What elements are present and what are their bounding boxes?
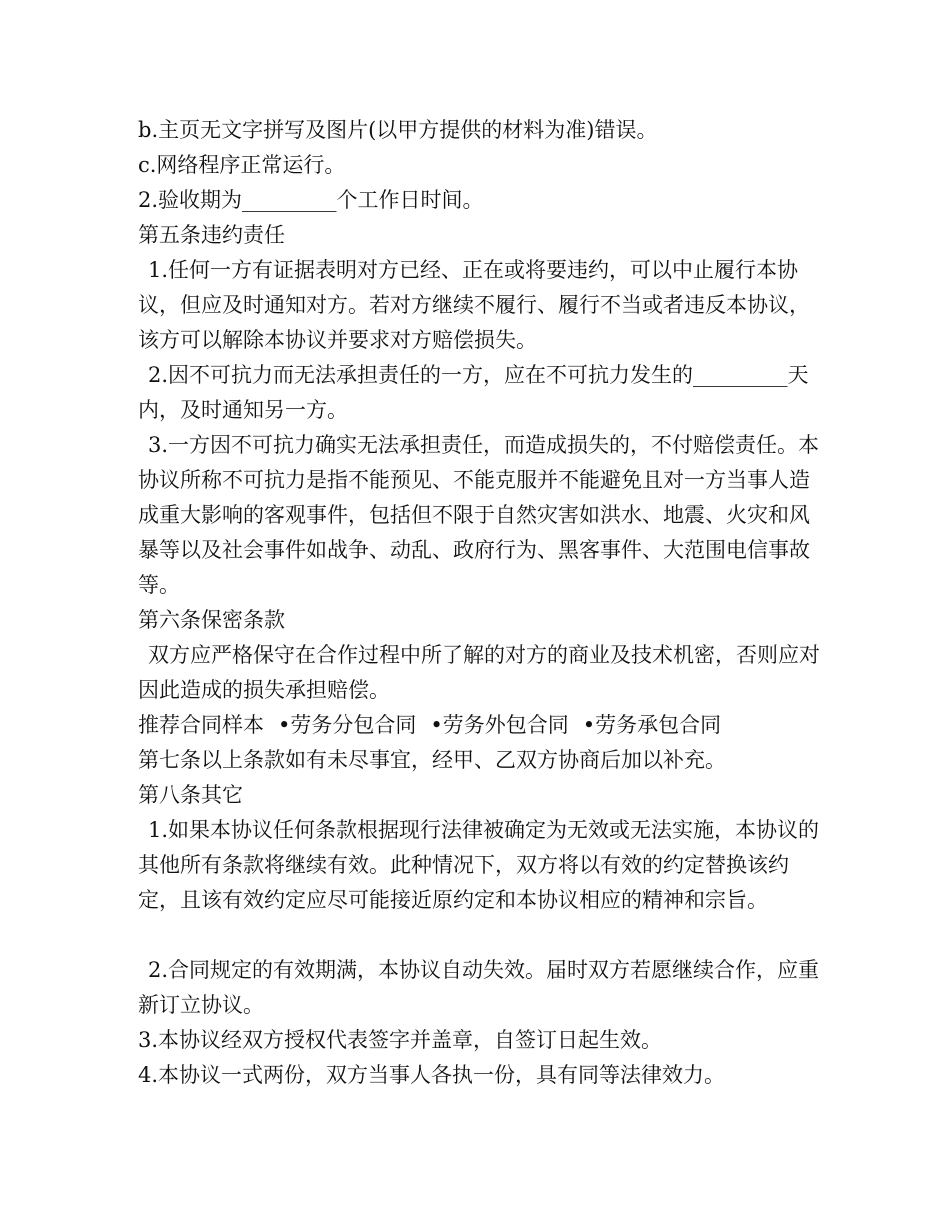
bullet-icon: • <box>430 713 443 737</box>
article-7: 第七条以上条款如有未尽事宜，经甲、乙双方协商后加以补充。 <box>138 748 726 772</box>
article-6-title: 第六条保密条款 <box>138 608 285 632</box>
recommended-templates <box>138 708 828 743</box>
article-8-clause-2: 2.合同规定的有效期满，本协议自动失效。届时双方若愿继续合作，应重新订立协议。 <box>138 958 820 1017</box>
clause-c: c.网络程序正常运行。 <box>138 153 346 177</box>
recommend-link-2[interactable]: 劳务外包合同 <box>442 713 569 737</box>
bullet-icon: • <box>278 713 291 737</box>
article-5-clause-2: 2.因不可抗力而无法承担责任的一方，应在不可抗力发生的_________天内，及时通知另一方。 <box>138 363 809 422</box>
article-8-clause-1: 1.如果本协议任何条款根据现行法律被确定为无效或无法实施，本协议的其他所有条款将继续有效。此种情况下，双方将以有效的约定替换该约定，且该有效约定应尽可能接近原约定和本协议相应的精神和宗旨。 <box>138 818 820 912</box>
recommend-link-3[interactable]: 劳务承包合同 <box>595 713 722 737</box>
article-8-clause-3: 3.本协议经双方授权代表签字并盖章，自签订日起生效。 <box>138 1028 663 1052</box>
document-body <box>138 113 828 1093</box>
recommend-label: 推荐合同样本 <box>138 713 264 737</box>
article-5-clause-3: 3.一方因不可抗力确实无法承担责任，而造成损失的，不付赔偿责任。本协议所称不可抗力是指不能预见、不能克服并不能避免且对一方当事人造成重大影响的客观事件，包括但不限于自然灾害如洪水、地震、火灾和风暴等以及社会事件如战争、动乱、政府行为、黑客事件、大范围电信事故等。 <box>138 433 820 597</box>
acceptance-period: 2.验收期为_________个工作日时间。 <box>138 188 484 212</box>
article-8-clause-4: 4.本协议一式两份，双方当事人各执一份，具有同等法律效力。 <box>138 1063 726 1087</box>
article-5-clause-1: 1.任何一方有证据表明对方已经、正在或将要违约，可以中止履行本协议，但应及时通知对方。若对方继续不履行、履行不当或者违反本协议，该方可以解除本协议并要求对方赔偿损失。 <box>138 258 810 352</box>
article-8-title: 第八条其它 <box>138 783 243 807</box>
paragraph-spacer <box>138 918 828 953</box>
recommend-link-1[interactable]: 劳务分包合同 <box>290 713 417 737</box>
bullet-icon: • <box>582 713 596 737</box>
article-5-title: 第五条违约责任 <box>138 223 285 247</box>
article-6-clause-1: 双方应严格保守在合作过程中所了解的对方的商业及技术机密，否则应对因此造成的损失承担赔偿。 <box>138 643 820 702</box>
clause-b: b.主页无文字拼写及图片(以甲方提供的材料为准)错误。 <box>138 118 658 142</box>
